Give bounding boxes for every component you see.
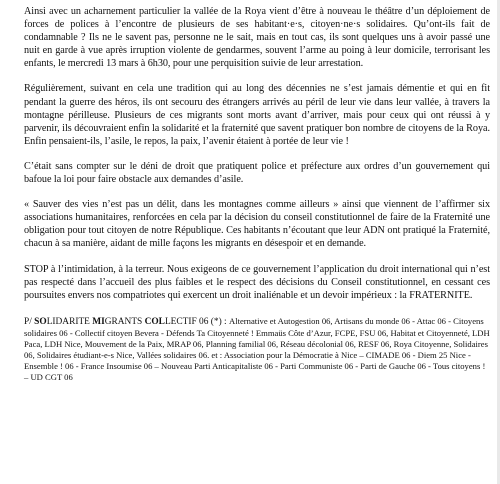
paragraph-stop-intimidation: STOP à l’intimidation, à la terreur. Nous exigeons de ce gouvernement l’application du droit international qui n’est pas respecté dans l’accueil des plus faibles et le respect des décisions du Conseil constitutionnel, en cessant ces poursuites envers nos compatriotes qui exercent un droit inaliénable et un devoir impérieux : la FRATERNITE.: [24, 263, 490, 301]
signatory-organizations: Alternative et Autogestion 06, Artisans du monde 06 - Attac 06 - Citoyens solidaires 06 - Collectif citoyen Bevera - Défends Ta Citoyenneté ! Emmaüs Côte d’Azur, FCPE, FSU 06, Habitat et Citoyenneté, LDH Paca, LDH Nice, Mouvement de la Paix, MRAP 06, Planning familial 06, Réseau décolonial 06, RESF 06, Roya Citoyenne, Solidaires 06, Solidaires étudiant-e-s Nice, Vallées solidaires 06. et : Association pour la Démocratie à Nice – CIMADE 06 - Diem 25 Nice - Ensemble ! 06 - France Insoumise 06 – Nouveau Parti Anticapitaliste 06 - Parti Communiste 06 - Parti de Gauche 06 - Tous citoyens ! – UD CGT 06: [24, 315, 490, 382]
signoff-so: SO: [34, 316, 47, 327]
paragraph-denial-of-rights: C’était sans compter sur le déni de droit que pratiquent police et préfecture aux ordres d’un gouvernement qui bafoue la loi pour faire obstacle aux demandes d’asile.: [24, 160, 490, 186]
signoff-grants: GRANTS: [104, 316, 145, 327]
paragraph-roya-raids: Ainsi avec un acharnement particulier la vallée de la Roya vient d’être à nouveau le théâtre d’un déploiement de forces de polices à l’encontre de plusieurs de ses habitant·e·s, citoyen·ne·s solidaires. Qu’ont-ils fait de condamnable ? Ils ne le savent pas, personne ne le sait, mais en tout cas, ils sont quelques uns à avoir passé une nuit en garde à vue après irruption violente de gendarmes, souvent l’arme au poing à leur domicile, terrorisant les enfants, le mercredi 13 mars à 6h30, pour une perquisition suivie de leur arrestation.: [24, 6, 490, 70]
signoff-col: COL: [144, 316, 165, 327]
paragraph-solidarity-tradition: Régulièrement, suivant en cela une tradition qui au long des décennies ne s’est jamais démentie et qui en fit pendant la guerre des héros, ils ont secouru des étrangers arrivés au péril de leur vie dans leur vallée, à travers la montagne périlleuse. Plusieurs de ces migrants sont morts avant d’arriver, mais pour ceux qui ont réussi à y parvenir, ils découvraient enfin la solidarité et la fraternité que savent pratiquer bon nombre de citoyens de la Roya. Enfin pensaient-ils, l’asile, le repos, la paix, l’avenir étaient à portée de leur vie !: [24, 83, 490, 147]
signoff-lidarite: LIDARITE: [46, 316, 93, 327]
signoff-prefix: P/: [24, 316, 35, 327]
signoff-mi: MI: [92, 316, 105, 327]
paragraph-saving-lives: « Sauver des vies n’est pas un délit, dans les montagnes comme ailleurs » ainsi que viennent de l’affirmer six associations humanitaires, renforcées en cela par la décision du conseil constitutionnel de faire de la Fraternité une obligation pour tout citoyen de notre République. Ces habitants n’écoutant que leur ADN ont pratiqué la Fraternité, chacun à sa manière, aidant de mille façons les migrants en désespoir et en demande.: [24, 199, 490, 250]
signoff-lectif: LECTIF 06 (*) :: [164, 316, 229, 327]
signatories-block: [24, 316, 490, 383]
